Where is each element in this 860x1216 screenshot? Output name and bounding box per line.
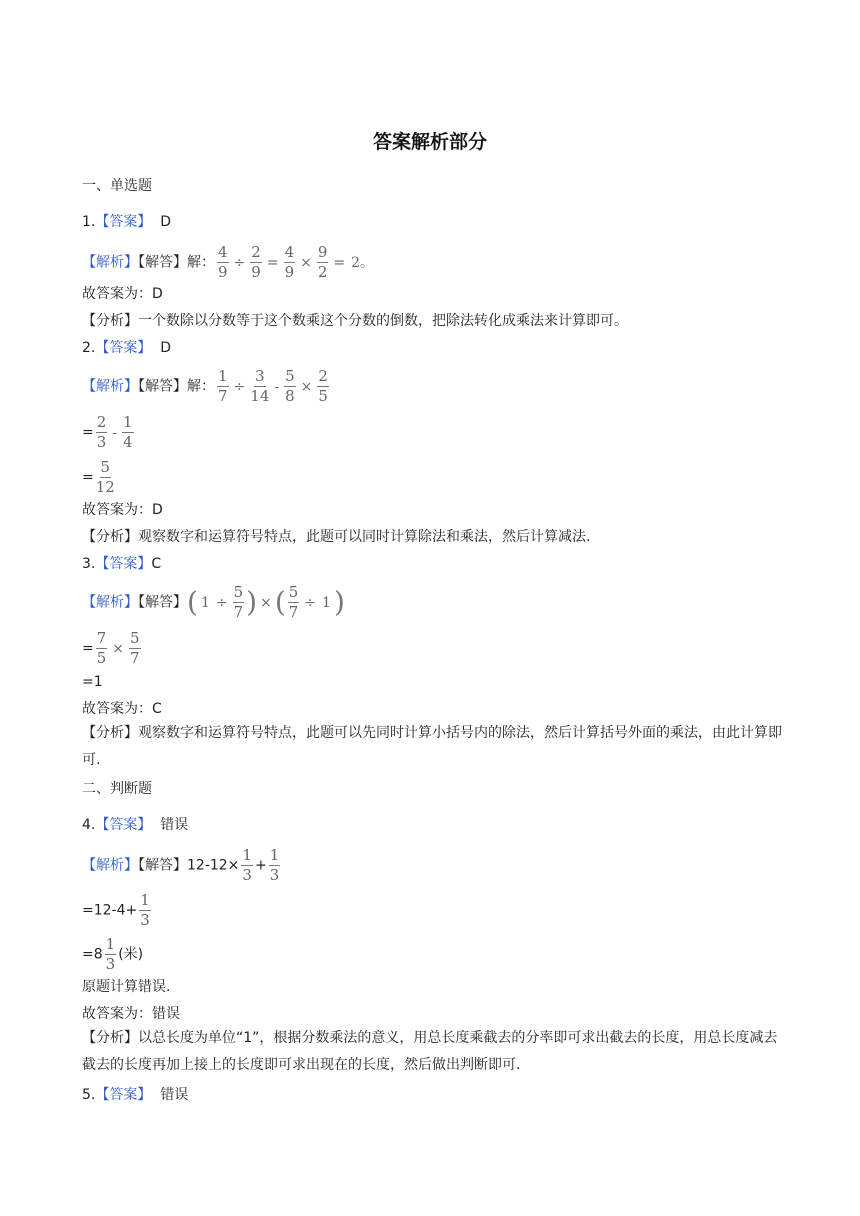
analysis-tag: 【解析】 [82,594,138,611]
page-title: 答案解析部分 [372,131,487,153]
fraction: $\frac{2}{9}$ [251,243,261,281]
q4-analysis-line [82,1025,782,1079]
q3-step1: = $\frac{7}{5}$ × $\frac{5}{7}$ [82,629,140,667]
q3-analysis-text: 观察数字和运算符号特点，此题可以先同时计算小括号内的除法，然后计算括号外面的乘法，由此计算即可. [82,725,782,768]
q2-solution-line [82,369,331,404]
q1-answer-line [82,212,171,232]
fraction: $\frac{1}{7}$ [218,367,228,405]
fraction: $\frac{1}{3}$ [140,891,150,929]
fraction: $\frac{1}{4}$ [123,413,133,451]
q1-expression: $\frac{4}{9}$ ÷ $\frac{2}{9}$ = $\frac{4}{9}$ × $\frac{9}{2}$ = 2。 [218,243,375,281]
answer-tag: 【答案】 [95,1087,152,1103]
q3-number: 3. [82,556,96,572]
answer-tag: 【答案】 [95,340,152,356]
fraction: $\frac{9}{2}$ [317,243,328,281]
q4-note: 原题计算错误. [82,979,171,995]
fenxi-tag: 【分析】 [82,313,138,329]
q4-result-line: 故答案为：错误 [82,1006,180,1022]
solution-tag: 【解答】 [138,378,187,395]
q2-answer-line [82,338,171,358]
analysis-tag: 【解析】 [82,254,138,271]
solution-tag: 【解答】 [138,254,187,271]
fraction: $\frac{1}{3}$ [269,846,280,884]
solution-tag: 【解答】 [138,594,187,611]
fraction: $\frac{4}{9}$ [284,243,295,281]
q1-result: D [152,286,163,302]
fenxi-tag: 【分析】 [82,529,138,545]
q2-expression: $\frac{1}{7}$ ÷ $\frac{3}{14}$ - $\frac{5}{8}$ × $\frac{2}{5}$ [218,367,328,405]
jie-label: 解： [187,378,215,395]
q1-number: 1. [82,214,96,230]
q3-answer-line [82,554,161,574]
q3-result: C [152,701,162,717]
analysis-tag: 【解析】 [82,857,138,874]
section-single-choice: 一、单选题 [82,178,152,194]
q2-step1: = $\frac{2}{3}$ - $\frac{1}{4}$ [82,413,133,451]
q4-step1: =12-4+ $\frac{1}{3}$ [82,891,150,929]
q2-number: 2. [82,340,96,356]
fraction: $\frac{5}{7}$ [233,583,244,621]
q4-answer: 错误 [160,817,189,833]
q4-step2: =8 $\frac{1}{3}$ (米) [82,935,144,973]
q1-analysis-text: 一个数除以分数等于这个数乘这个分数的倒数，把除法转化成乘法来计算即可。 [138,313,628,329]
section-judgement: 二、判断题 [82,781,152,797]
q4-number: 4. [82,817,96,833]
q4-answer-line [82,815,188,835]
q2-analysis-text: 观察数字和运算符号特点，此题可以同时计算除法和乘法，然后计算减法. [138,529,591,545]
fraction: $\frac{5}{8}$ [285,367,295,405]
q4-expression [239,848,255,883]
q3-answer: C [151,556,162,572]
q1-solution-line [82,245,377,280]
fraction: $\frac{3}{14}$ [250,367,270,405]
fraction: $\frac{2}{5}$ [318,367,328,405]
answer-tag: 【答案】 [95,817,152,833]
fraction: $\frac{5}{7}$ [130,629,140,667]
q5-number: 5. [82,1087,96,1103]
answer-tag: 【答案】 [95,214,152,230]
fenxi-tag: 【分析】 [82,725,138,741]
q1-result-line: 故答案为：D [82,286,163,302]
q3-solution-line [82,585,345,620]
fraction: $\frac{5}{12}$ [95,458,115,496]
fenxi-tag: 【分析】 [82,1030,138,1046]
jie-label: 解： [187,254,215,271]
q1-answer: D [160,214,172,230]
answer-tag: 【答案】 [95,556,152,572]
q1-analysis-line [82,311,628,331]
q3-analysis-line [82,720,782,774]
q5-answer-line [82,1085,188,1105]
fraction: $\frac{5}{7}$ [288,583,299,621]
q2-analysis-line [82,527,590,547]
q2-step2: = $\frac{5}{12}$ [82,458,115,496]
solution-tag: 【解答】 [138,857,187,874]
q4-analysis-text: 以总长度为单位“1”，根据分数乘法的意义，用总长度乘截去的分率即可求出截去的长度，用总长度减去截去的长度再加上接上的长度即可求出现在的长度，然后做出判断即可. [82,1030,778,1073]
fraction: $\frac{7}{5}$ [96,629,107,667]
q2-answer: D [160,340,172,356]
q3-expression: ( 1 ÷ $\frac{5}{7}$ ) × ( $\frac{5}{7}$ ÷ 1 ) [187,583,345,621]
q4-result: 错误 [152,1006,180,1022]
q2-result-line: 故答案为：D [82,502,163,518]
fraction: $\frac{1}{3}$ [242,846,252,884]
q3-result-line: 故答案为：C [82,701,162,717]
q2-result: D [152,502,163,518]
fraction: $\frac{2}{3}$ [96,413,107,451]
q5-answer: 错误 [160,1087,189,1103]
q3-step2: =1 [82,674,103,690]
fraction: $\frac{4}{9}$ [218,243,228,281]
analysis-tag: 【解析】 [82,378,138,395]
fraction: $\frac{1}{3}$ [105,935,116,973]
q4-solution-line: 【解析】【解答】12-12× $\frac{1}{3}$ + $\frac{1}{3}$ [82,846,280,884]
